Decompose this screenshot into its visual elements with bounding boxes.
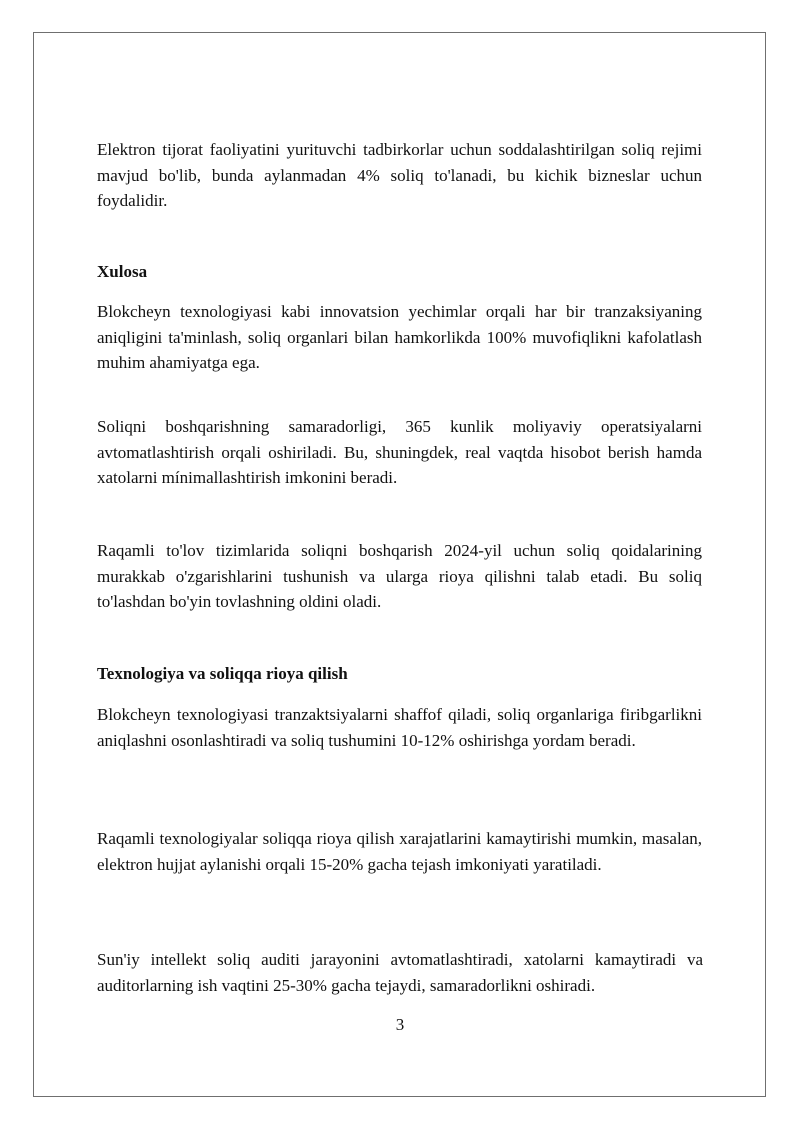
paragraph-ecommerce-tax-regime: Elektron tijorat faoliyatini yurituvchi tadbirkorlar uchun soddalashtirilgan soliq rejimi mavjud bo'lib, bunda aylanmadan 4% soliq to'lanadi, bu kichik bizneslar uchun foydalidir. — [97, 140, 702, 210]
paragraph-ai-tax-audit: Sun'iy intellekt soliq auditi jarayonini avtomatlashtiradi, xatolarni kamaytiradi va auditorlarning ish vaqtini 25-30% gacha tejaydi, samaradorlikni oshiradi. — [97, 950, 703, 995]
paragraph-digital-payment-systems: Raqamli to'lov tizimlarida soliqni boshqarish 2024-yil uchun soliq qoidalarining murakkab o'zgarishlarini tushunish va ularga rioya qilishni talab etadi. Bu soliq to'lashdan bo'yin tovlashning oldini oladi. — [97, 541, 702, 611]
paragraph-digital-technologies-costs: Raqamli texnologiyalar soliqqa rioya qilish xarajatlarini kamaytirishi mumkin, masalan, elektron hujjat aylanishi orqali 15-20% gacha tejash imkoniyati yaratiladi. — [97, 829, 702, 874]
heading-technology-compliance: Texnologiya va soliqqa rioya qilish — [97, 664, 348, 683]
page-number: 3 — [395, 1015, 405, 1034]
paragraph-blockchain-compliance: Blokcheyn texnologiyasi kabi innovatsion yechimlar orqali har bir tranzaksiyaning aniqligini ta'minlash, soliq organlari bilan hamkorlikda 100% muvofiqlikni kafolatlash muhim ahamiyatga ega. — [97, 302, 702, 372]
heading-conclusion: Xulosa — [97, 262, 148, 281]
paragraph-blockchain-transparency: Blokcheyn texnologiyasi tranzaktsiyalarni shaffof qiladi, soliq organlariga firibgarlikni aniqlashni osonlashtiradi va soliq tushumini 10-12% oshirishga yordam beradi. — [97, 705, 702, 750]
paragraph-tax-management-efficiency: Soliqni boshqarishning samaradorligi, 365 kunlik moliyaviy operatsiyalarni avtomatlashtirish orqali oshiriladi. Bu, shuningdek, real vaqtda hisobot berish hamda xatolarni mínimallashtirish imkonini beradi. — [97, 417, 702, 487]
